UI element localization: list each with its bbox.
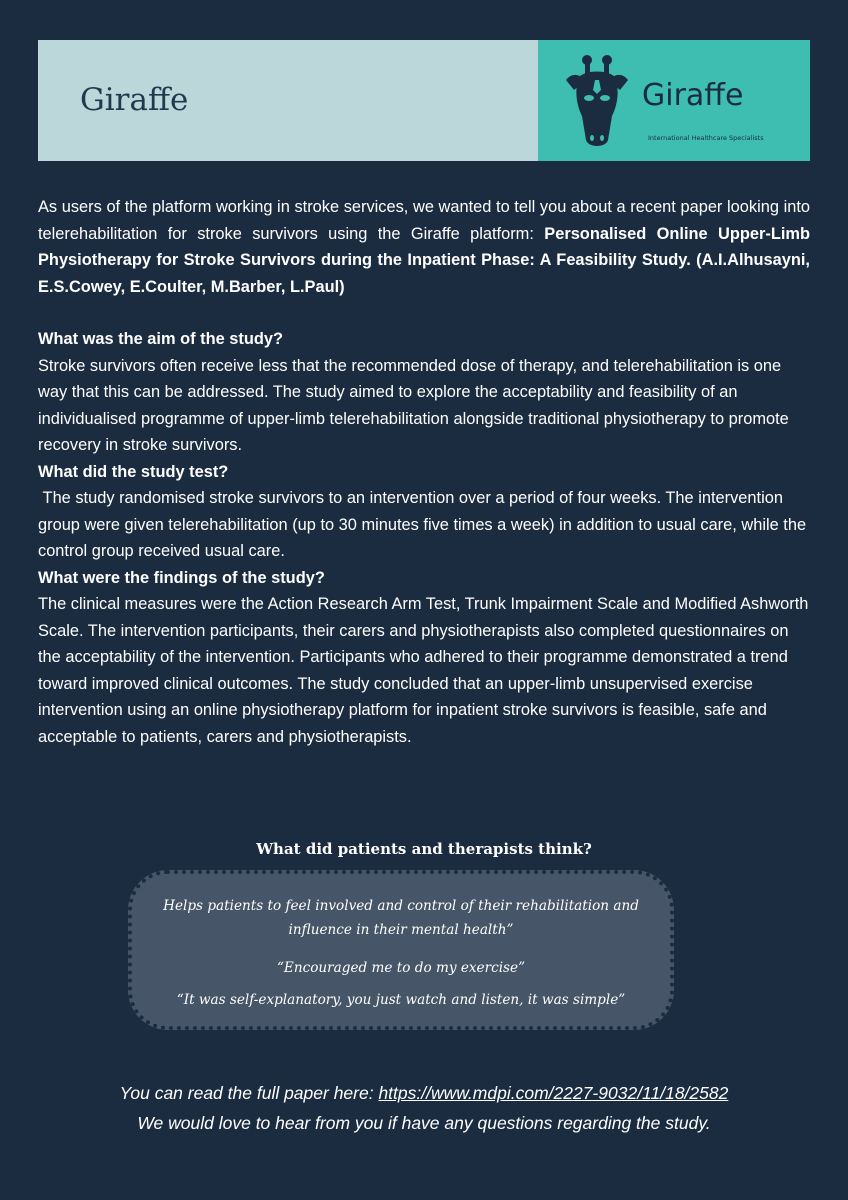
paper-title: Personalised Online Upper-Limb Physiotherapy for Stroke Survivors during the Inpatient Phase: A Feasibility Study. (A.I.Alhusayni, E.S.Cowey, E.Coulter, M.Barber, L.Paul)	[38, 224, 810, 296]
section-text-aim: Stroke survivors often receive less that the recommended dose of therapy, and telerehabilitation is one way that this can be addressed. The study aimed to explore the acceptability and feasibility of an individualised programme of upper-limb telerehabilitation alongside traditional physiotherapy to promote recovery in stroke survivors.	[38, 356, 789, 454]
footer	[0, 1078, 848, 1138]
logo-name: Giraffe	[642, 78, 744, 113]
footer-line-1	[0, 1078, 848, 1108]
paper-link[interactable]: https://www.mdpi.com/2227-9032/11/18/2582	[378, 1083, 729, 1103]
quotes-title: What did patients and therapists think?	[256, 840, 592, 858]
footer-prefix: You can read the full paper here:	[119, 1083, 379, 1103]
section-text-findings: The clinical measures were the Action Research Arm Test, Trunk Impairment Scale and Modified Ashworth Scale. The intervention participants, their carers and physiotherapists also completed questionnaires on the acceptability of the intervention. Participants who adhered to their programme demonstrated a trend toward improved clinical outcomes. The study concluded that an upper-limb unsupervised exercise intervention using an online physiotherapy platform for inpatient stroke survivors is feasible, safe and acceptable to patients, carers and physiotherapists.	[38, 595, 809, 746]
header-banner	[38, 40, 810, 161]
section-heading-findings: What were the findings of the study?	[38, 568, 325, 587]
section-text-test: The study randomised stroke survivors to an intervention over a period of four weeks. The intervention group were given telerehabilitation (up to 30 minutes five times a week) in addition to usual care, while the control group received usual care.	[38, 489, 807, 560]
quote-box	[128, 870, 674, 1030]
intro-text: As users of the platform working in stroke services, we wanted to tell you about a recent paper looking into telerehabilitation for stroke survivors using the Giraffe platform:	[38, 198, 810, 243]
article-body	[38, 194, 810, 750]
logo	[538, 40, 810, 161]
quote-item: Helps patients to feel involved and control of their rehabilitation and influence in their mental health”	[163, 898, 639, 938]
footer-line-2: We would love to hear from you if have any questions regarding the study.	[137, 1113, 711, 1133]
page-title: Giraffe	[80, 82, 189, 118]
intro-paragraph	[38, 194, 810, 300]
section-heading-aim: What was the aim of the study?	[38, 330, 283, 348]
quote-item: “Encouraged me to do my exercise”	[276, 960, 526, 976]
giraffe-head-icon	[562, 54, 632, 152]
logo-tagline: International Healthcare Specialists	[648, 134, 764, 142]
quote-item: “It was self-explanatory, you just watch and listen, it was simple”	[176, 992, 626, 1008]
section-heading-test: What did the study test?	[38, 462, 229, 481]
